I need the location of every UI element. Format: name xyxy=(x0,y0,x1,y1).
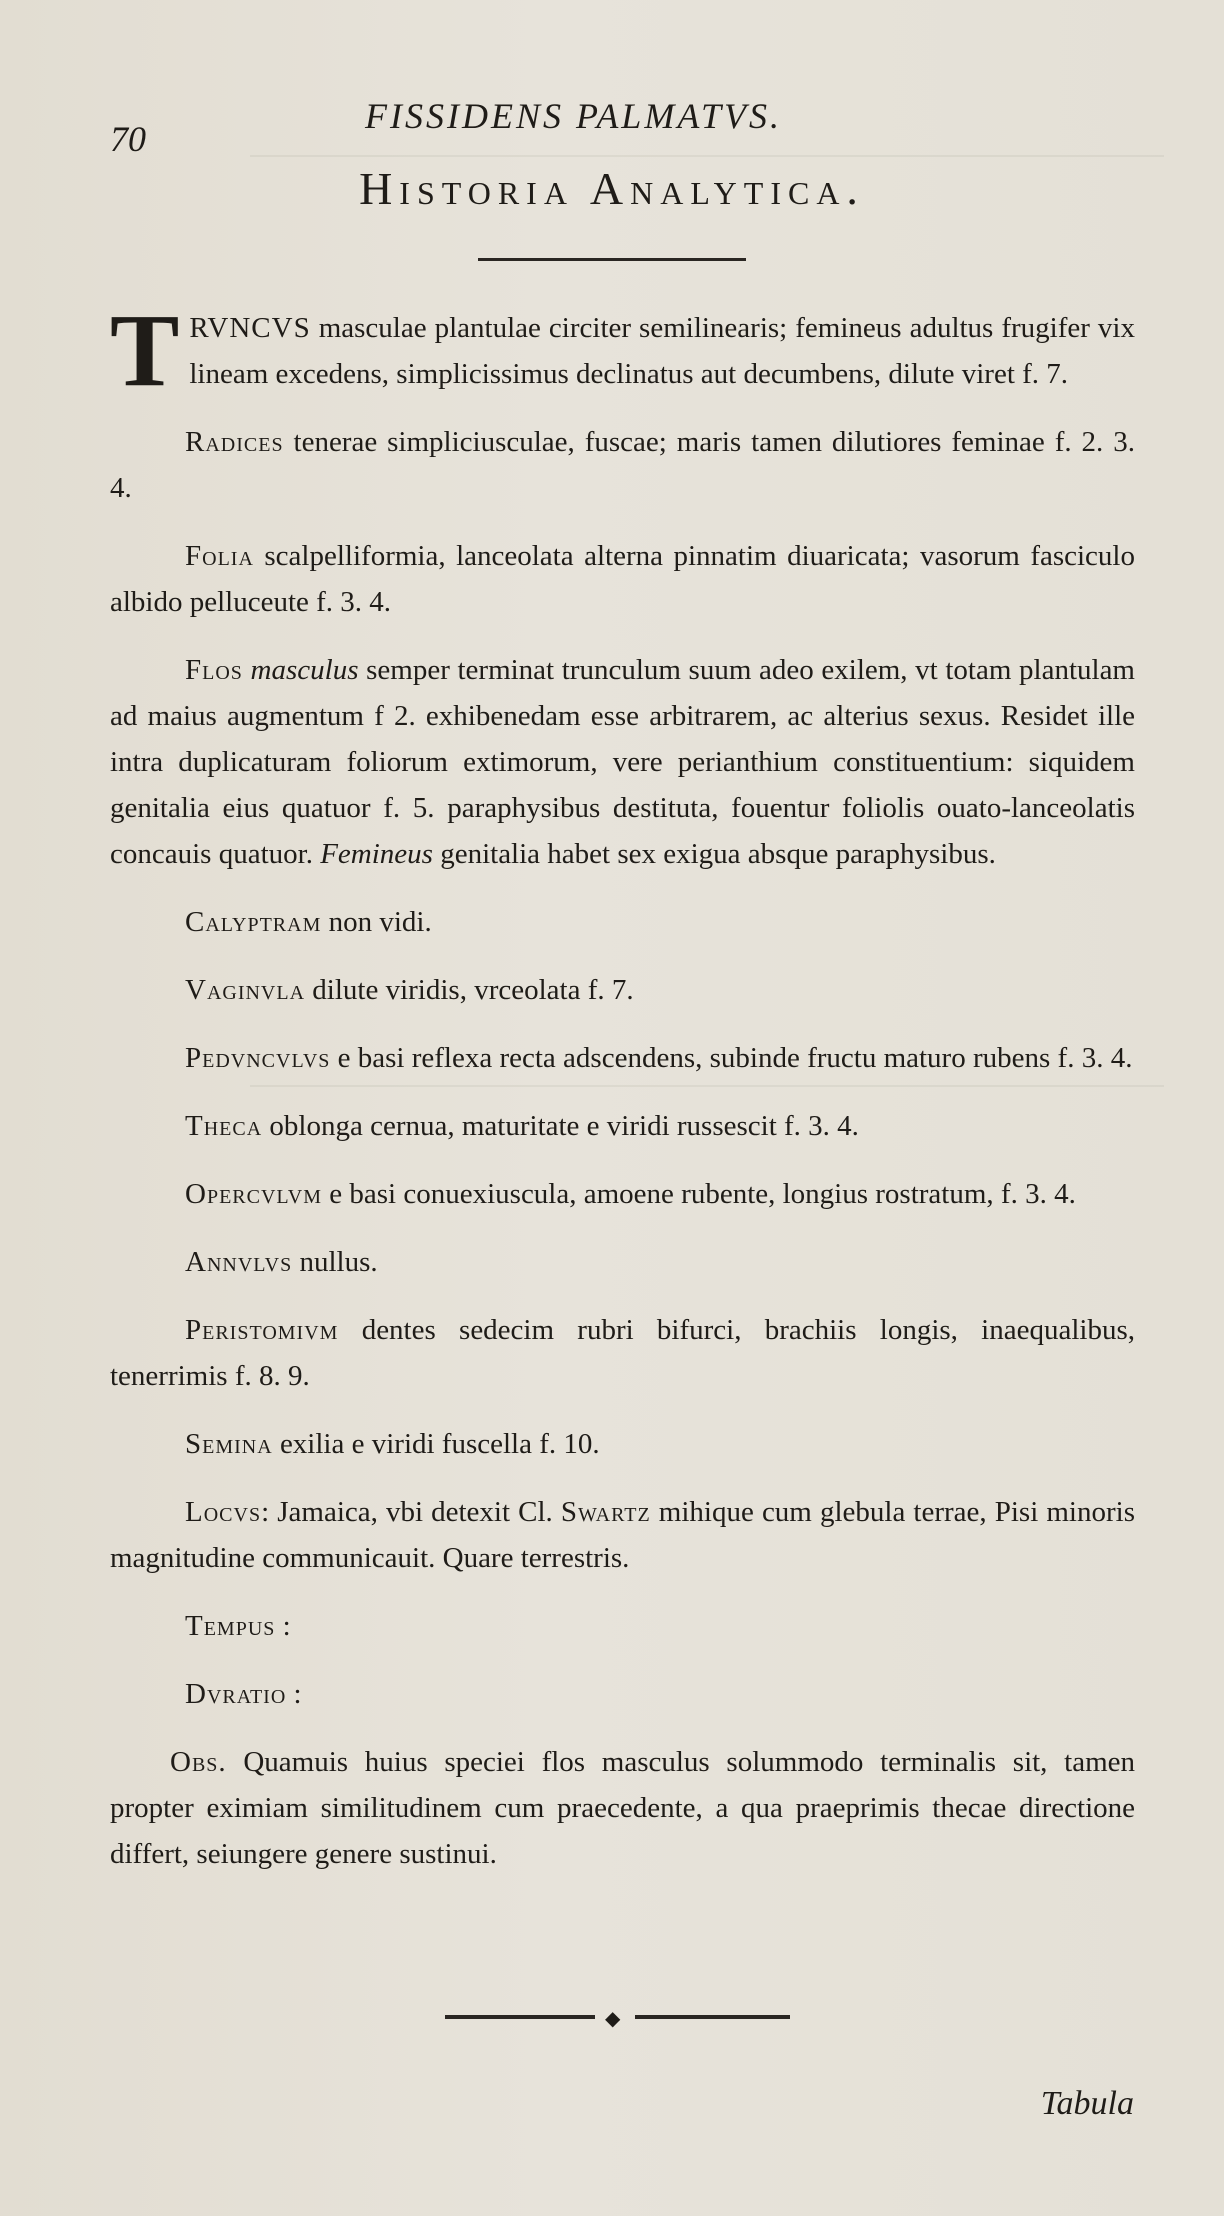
text-folia: scalpelliformia, lanceolata alterna pinnatim diuaricata; vasorum fasciculo albido pelluceute f. 3. 4. xyxy=(110,540,1135,618)
drop-cap: T xyxy=(110,293,180,408)
term-folia: Folia xyxy=(185,540,254,572)
italic-femineus: Femineus xyxy=(320,838,433,870)
section-title: Historia Analytica. xyxy=(359,163,865,214)
paragraph-truncus xyxy=(110,293,1135,408)
text-locus: : Jamaica, vbi detexit Cl. xyxy=(261,1496,561,1528)
term-theca: Theca xyxy=(185,1110,263,1142)
ornament-icon: ◆ xyxy=(605,2008,621,2030)
running-head: FISSIDENS PALMATVS. xyxy=(365,96,782,136)
text-tempus: : xyxy=(275,1610,291,1642)
title-rule xyxy=(478,258,746,261)
paragraph-annulus xyxy=(110,1239,1135,1285)
rule-left xyxy=(445,2015,595,2019)
text-obs: Quamuis huius speciei flos masculus solummodo terminalis sit, tamen propter eximiam similitudinem cum praecedente, a qua praeprimis thecae directione differt, seiungere genere sustinui. xyxy=(110,1746,1135,1870)
term-radices: Radices xyxy=(185,426,284,458)
paragraph-locus xyxy=(110,1489,1135,1581)
text-vaginula: dilute viridis, vrceolata f. 7. xyxy=(305,974,634,1006)
text-peristomium: dentes sedecim rubri bifurci, brachiis longis, inaequalibus, tenerrimis f. 8. 9. xyxy=(110,1314,1135,1392)
term-obs: Obs. xyxy=(170,1746,227,1778)
italic-masculus: masculus xyxy=(250,654,359,686)
name-swartz: Swartz xyxy=(560,1496,651,1528)
paragraph-calyptra xyxy=(110,899,1135,945)
rule-right xyxy=(635,2015,790,2019)
term-tempus: Tempus xyxy=(185,1610,276,1642)
paragraph-flos xyxy=(110,647,1135,877)
term-flos: Flos xyxy=(185,654,243,686)
paragraph-tempus xyxy=(110,1603,1135,1649)
term-semina: Semina xyxy=(185,1428,273,1460)
term-pedunculus: Pedvncvlvs xyxy=(185,1042,331,1074)
text-duratio: : xyxy=(286,1678,302,1710)
paragraph-vaginula xyxy=(110,967,1135,1013)
term-peristomium: Peristomivm xyxy=(185,1314,339,1346)
term-duratio: Dvratio xyxy=(185,1678,287,1710)
text-operculum: e basi conuexiuscula, amoene rubente, longius rostratum, f. 3. 4. xyxy=(322,1178,1076,1210)
term-annulus: Annvlvs xyxy=(185,1246,293,1278)
paragraph-operculum xyxy=(110,1171,1135,1217)
text-annulus: nullus. xyxy=(292,1246,378,1278)
text-truncus: masculae plantulae circiter semilinearis; femineus adultus frugifer vix lineam excedens, simplicissimus declinatus aut decumbens, dilute viret f. 7. xyxy=(189,312,1135,390)
page-number: 70 xyxy=(110,119,146,159)
text-semina: exilia e viridi fuscella f. 10. xyxy=(272,1428,600,1460)
text-flos-2: genitalia habet sex exigua absque paraphysibus. xyxy=(432,838,996,870)
show-through-line xyxy=(250,155,1164,157)
text-flos: semper terminat trunculum suum adeo exilem, vt totam plantulam ad maius augmentum f 2. exhibenedam esse arbitrarem, ac alterius sexus. Residet ille intra duplicaturam foliorum extimorum, vere perianthium constituentium: siquidem genitalia eius quatuor f. 5. paraphysibus destituta, fouentur foliolis ouato-lanceolatis concauis quatuor. xyxy=(110,654,1135,870)
paragraph-pedunculus xyxy=(110,1035,1135,1081)
paragraph-semina xyxy=(110,1421,1135,1467)
catchword: Tabula xyxy=(1040,2085,1134,2122)
paragraph-radices xyxy=(110,419,1135,511)
paragraph-folia xyxy=(110,533,1135,625)
text-radices: tenerae simpliciusculae, fuscae; maris tamen dilutiores feminae f. 2. 3. 4. xyxy=(110,426,1135,504)
closing-ornament-rule xyxy=(445,2008,790,2030)
term-operculum: Opercvlvm xyxy=(185,1178,323,1210)
paragraph-peristomium xyxy=(110,1307,1135,1399)
paragraph-duratio xyxy=(110,1671,1135,1717)
term-calyptra: Calyptram xyxy=(185,906,322,938)
paragraph-obs xyxy=(110,1739,1135,1877)
text-locus-2: mihique cum glebula terrae, Pisi minoris magnitudine communicauit. Quare terrestris. xyxy=(110,1496,1135,1574)
text-body xyxy=(110,293,1135,1899)
paragraph-theca xyxy=(110,1103,1135,1149)
text-pedunculus: e basi reflexa recta adscendens, subinde fructu maturo rubens f. 3. 4. xyxy=(330,1042,1133,1074)
text-calyptra: non vidi. xyxy=(321,906,432,938)
term-locus: Locvs xyxy=(185,1496,262,1528)
text-theca: oblonga cernua, maturitate e viridi russescit f. 3. 4. xyxy=(262,1110,859,1142)
term-vaginula: Vaginvla xyxy=(185,974,306,1006)
term-truncus: RVNCVS xyxy=(189,312,311,344)
